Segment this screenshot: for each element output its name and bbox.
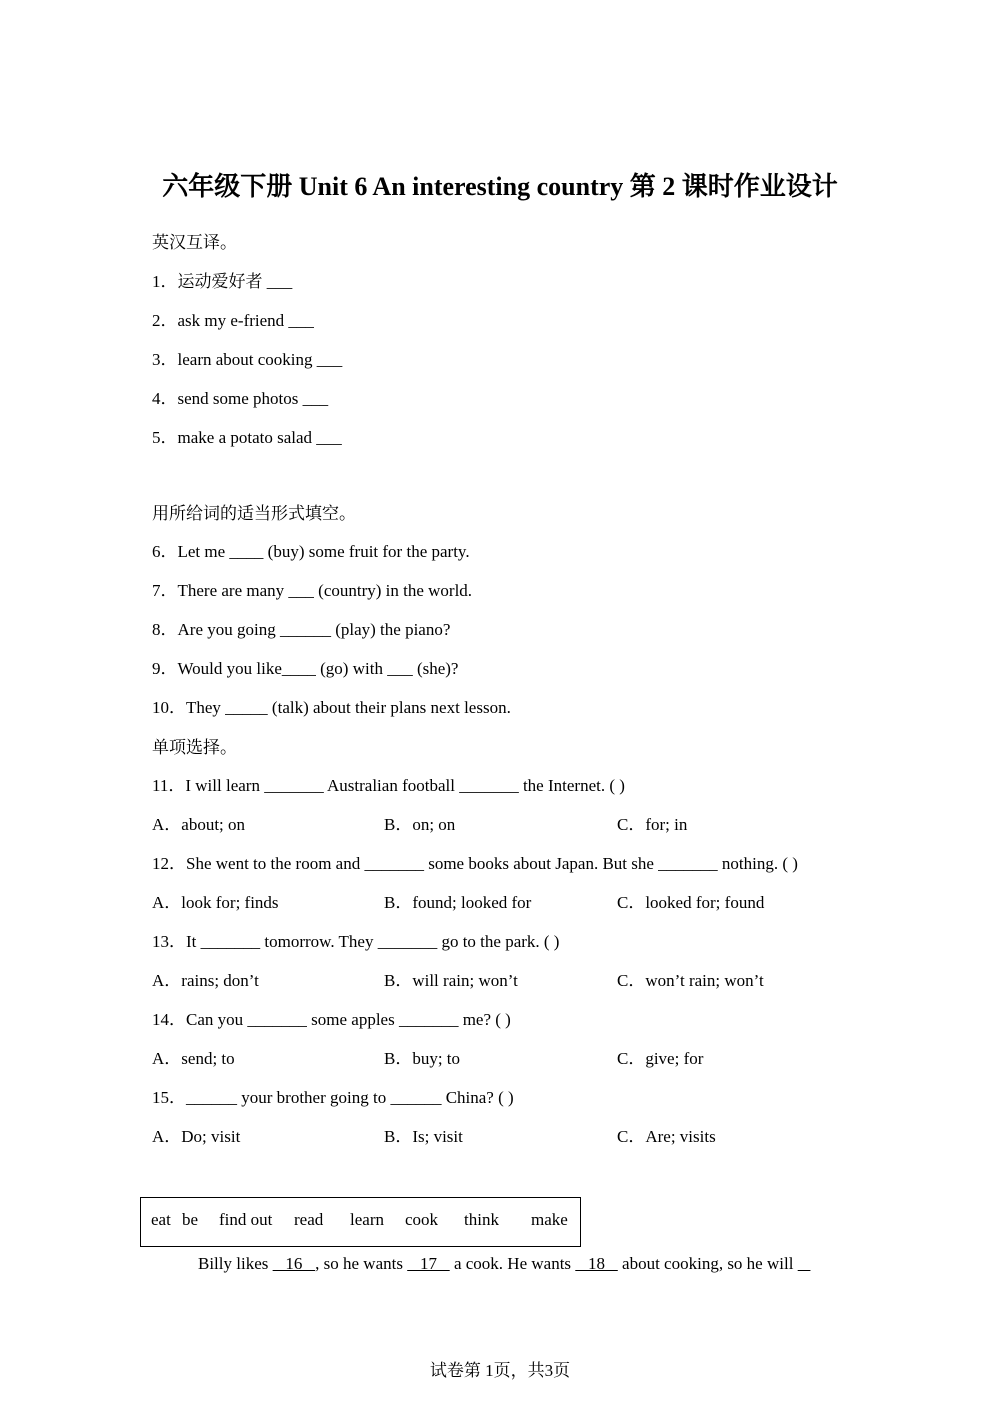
passage-text: a cook. He wants xyxy=(449,1254,576,1273)
word-box-item: read xyxy=(294,1210,324,1229)
question-11: 11．I will learn _______ Australian football _______ the Internet. ( ) xyxy=(152,776,625,795)
question-13: 13．It _______ tomorrow. They _______ go to the park. ( ) xyxy=(152,932,560,951)
option-15-b: B．Is; visit xyxy=(384,1127,463,1146)
option-14-b: B．buy; to xyxy=(384,1049,461,1068)
word-box-item: cook xyxy=(405,1210,439,1229)
section-heading-fill: 用所给词的适当形式填空。 xyxy=(152,504,356,523)
blank-16: 16 xyxy=(272,1254,316,1273)
question-8: 8．Are you going ______ (play) the piano? xyxy=(152,620,451,639)
option-13-b: B．will rain; won’t xyxy=(384,971,518,990)
page-footer: 试卷第 1页，共3页 xyxy=(429,1361,571,1380)
question-7: 7．There are many ___ (country) in the world. xyxy=(152,581,473,600)
section-heading-choice: 单项选择。 xyxy=(152,738,237,757)
option-13-c: C．won’t rain; won’t xyxy=(617,971,764,990)
option-11-b: B．on; on xyxy=(384,815,456,834)
word-box-item: think xyxy=(464,1210,499,1229)
word-box-item: eat xyxy=(151,1210,171,1229)
question-9: 9．Would you like____ (go) with ___ (she)? xyxy=(152,659,459,678)
section-heading-translate: 英汉互译。 xyxy=(152,233,237,252)
option-14-a: A．send; to xyxy=(152,1049,235,1068)
question-3: 3．learn about cooking ___ xyxy=(152,350,343,369)
word-box-item: find out xyxy=(219,1210,273,1229)
option-15-c: C．Are; visits xyxy=(617,1127,716,1146)
page-title: 六年级下册 Unit 6 An interesting country 第 2 课时作业设计 xyxy=(162,172,838,201)
option-11-a: A．about; on xyxy=(152,815,246,834)
question-5: 5．make a potato salad ___ xyxy=(152,428,342,447)
passage-text: , so he wants xyxy=(315,1254,408,1273)
question-6: 6．Let me ____ (buy) some fruit for the party. xyxy=(152,542,470,561)
option-14-c: C．give; for xyxy=(617,1049,704,1068)
option-13-a: A．rains; don’t xyxy=(152,971,259,990)
question-12: 12．She went to the room and _______ some books about Japan. But she _______ nothing. ( ) xyxy=(152,854,798,873)
question-1: 1．运动爱好者 ___ xyxy=(152,272,293,291)
passage-text: Billy likes xyxy=(198,1254,273,1273)
option-11-c: C．for; in xyxy=(617,815,688,834)
question-2: 2．ask my e-friend ___ xyxy=(152,311,314,330)
blank-17: 17 xyxy=(407,1254,450,1273)
question-15: 15．______ your brother going to ______ China? ( ) xyxy=(152,1088,514,1107)
cloze-passage xyxy=(198,1253,810,1275)
word-box-item: learn xyxy=(350,1210,384,1229)
option-12-c: C．looked for; found xyxy=(617,893,765,912)
passage-text: about cooking, so he will xyxy=(617,1254,798,1273)
blank-18: 18 xyxy=(575,1254,618,1273)
question-10: 10．They _____ (talk) about their plans next lesson. xyxy=(152,698,511,717)
word-box-item: make xyxy=(531,1210,568,1229)
option-12-b: B．found; looked for xyxy=(384,893,532,912)
blank-19 xyxy=(798,1254,811,1273)
word-box xyxy=(140,1197,581,1247)
option-12-a: A．look for; finds xyxy=(152,893,279,912)
word-box-item: be xyxy=(182,1210,199,1229)
option-15-a: A．Do; visit xyxy=(152,1127,241,1146)
question-4: 4．send some photos ___ xyxy=(152,389,329,408)
question-14: 14．Can you _______ some apples _______ me? ( ) xyxy=(152,1010,511,1029)
